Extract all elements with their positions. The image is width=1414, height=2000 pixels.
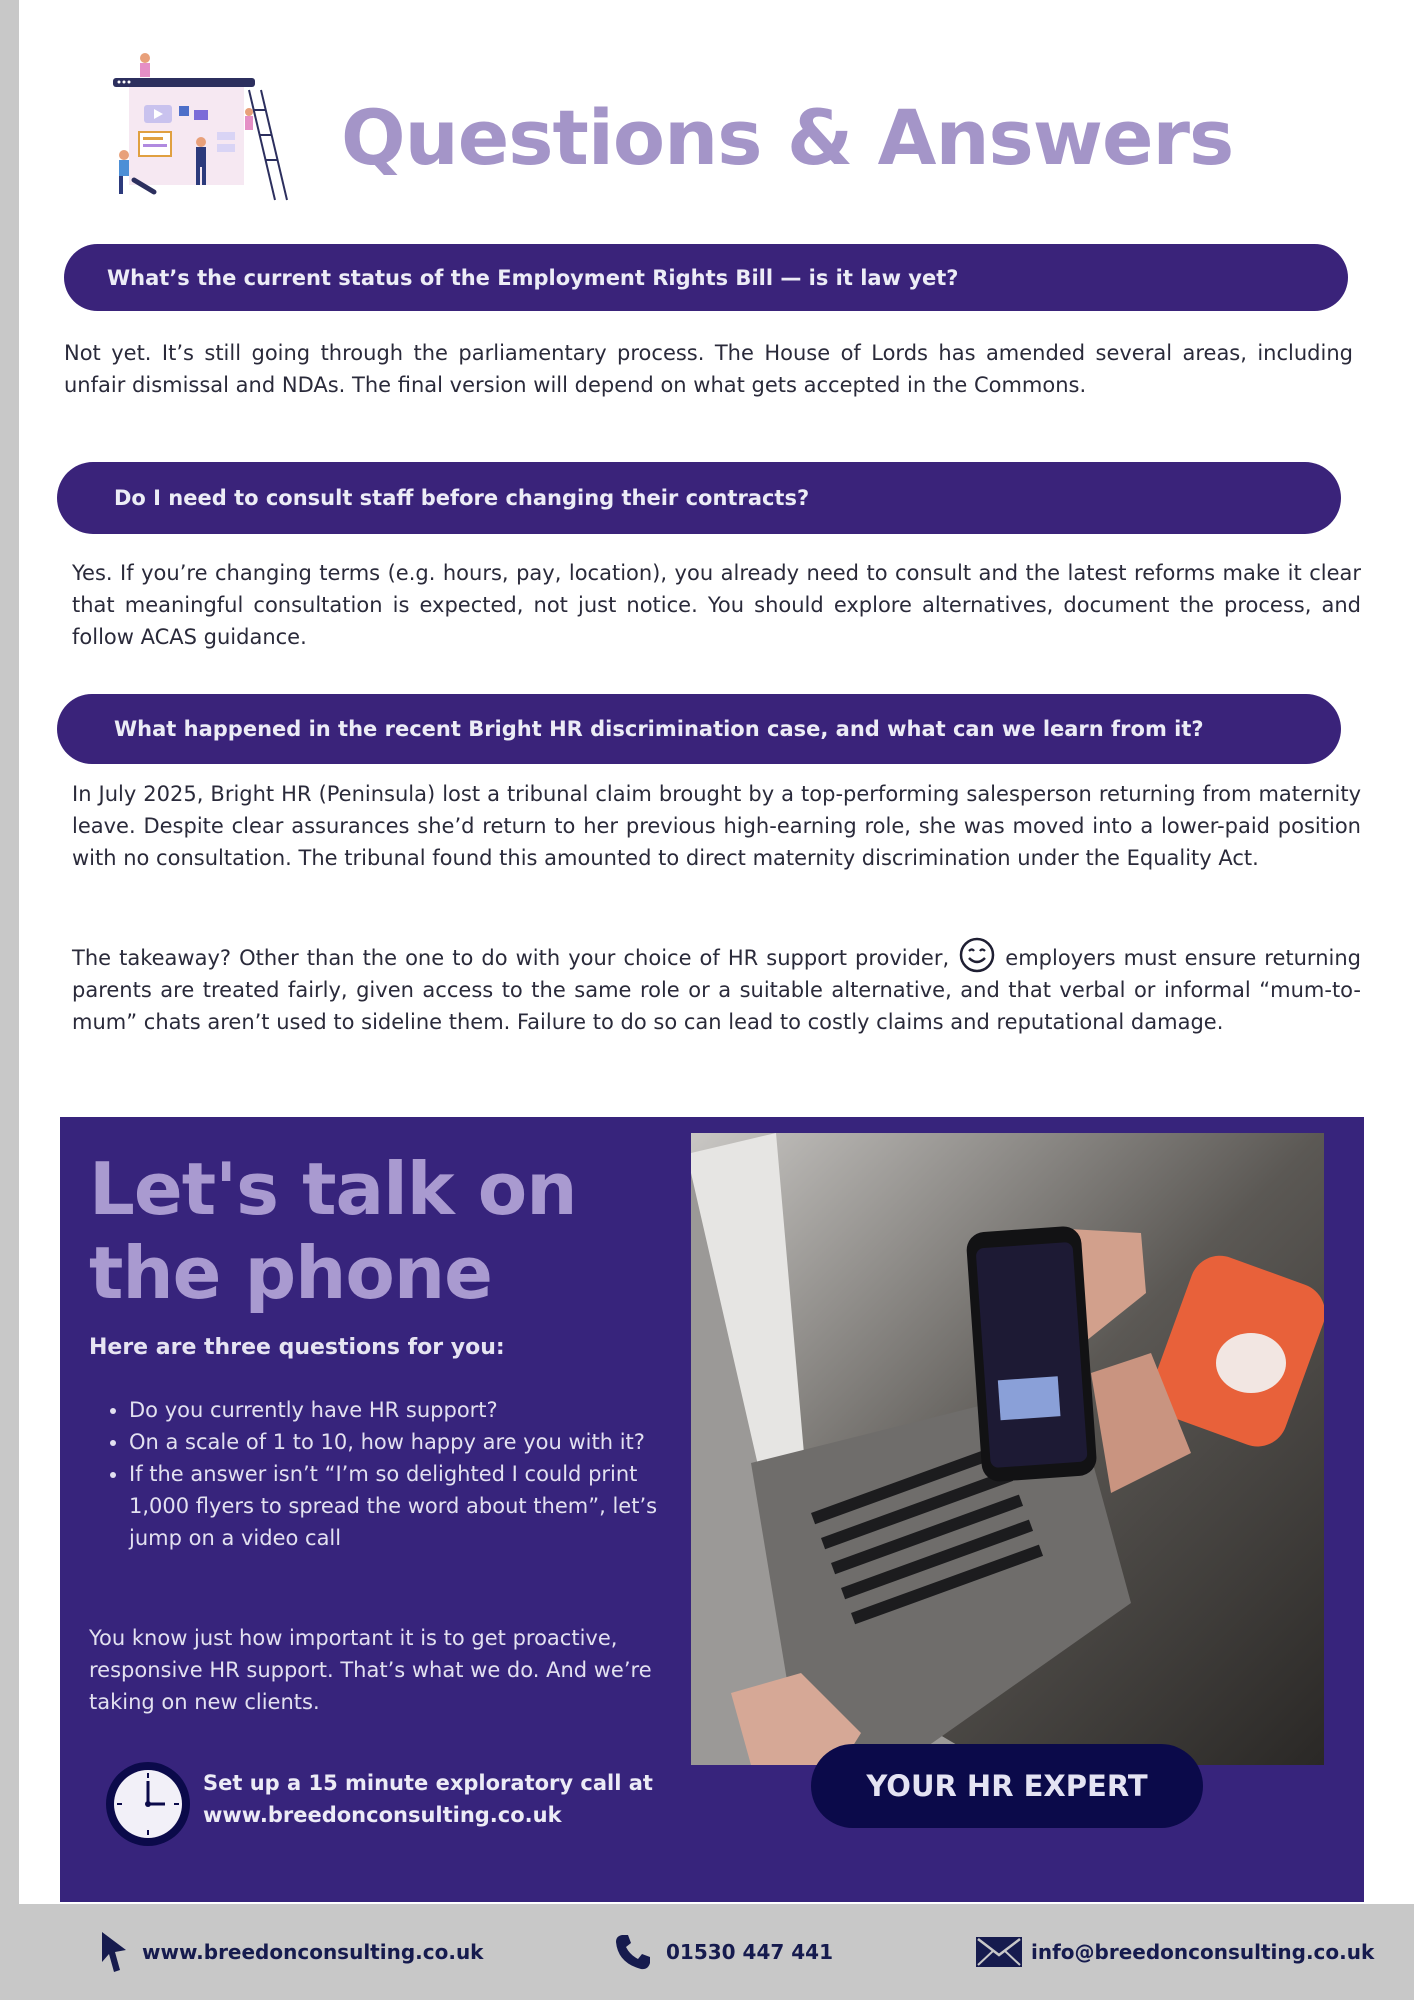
takeaway-paragraph [72, 937, 1361, 1038]
cta-paragraph: You know just how important it is to get proactive, responsive HR support. That’s what we do. And we’re taking on new clients. [89, 1626, 652, 1714]
question-1-text: What’s the current status of the Employment Rights Bill — is it law yet? [107, 265, 959, 290]
takeaway-text-start: The takeaway? Other than the one to do with your choice of HR support provider, [72, 946, 950, 970]
clock-icon [105, 1761, 191, 1847]
footer-website-text: www.breedonconsulting.co.uk [142, 1940, 484, 1964]
smiley-icon [959, 937, 995, 973]
answer-1: Not yet. It’s still going through the parliamentary process. The House of Lords has amended several areas, including unfair dismissal and NDAs. The final version will depend on what gets accepted in the Commons. [64, 341, 1353, 397]
question-3-text: What happened in the recent Bright HR discrimination case, and what can we learn from it? [114, 717, 1204, 741]
answer-3: In July 2025, Bright HR (Peninsula) lost a tribunal claim brought by a top-performing salesperson returning from maternity leave. Despite clear assurances she’d return to her previous high-earning role, she was moved into a lower-paid position with no consultation. The tribunal found this amounted to direct maternity discrimination under the Equality Act. [72, 782, 1361, 870]
list-item: • On a scale of 1 to 10, how happy are you with it? [129, 1426, 699, 1458]
cta-subtitle: Here are three questions for you: [89, 1335, 505, 1360]
hr-expert-badge: YOUR HR EXPERT [811, 1744, 1203, 1828]
footer-email-text: info@breedonconsulting.co.uk [1031, 1940, 1375, 1964]
question-1 [64, 244, 1348, 311]
list-item: • If the answer isn’t “I’m so delighted I could print 1,000 flyers to spread the word about them”, let’s jump on a video call [129, 1458, 699, 1554]
footer-website[interactable] [100, 1904, 483, 2000]
laptop-phone-photo [691, 1133, 1324, 1765]
envelope-icon [975, 1934, 1023, 1970]
cursor-icon [100, 1930, 128, 1974]
cta-title-line-1: Let's talk on [89, 1147, 577, 1231]
cta-call-text [203, 1767, 673, 1831]
call-to-action-panel [60, 1117, 1364, 1902]
list-item: • Do you currently have HR support? [129, 1394, 699, 1426]
question-2 [57, 462, 1341, 534]
footer [0, 1904, 1414, 2000]
question-2-text: Do I need to consult staff before changing their contracts? [114, 486, 810, 510]
cta-question-list [89, 1394, 699, 1554]
cta-title-line-2: the phone [89, 1231, 492, 1315]
answer-2: Yes. If you’re changing terms (e.g. hours, pay, location), you already need to consult and the latest reforms make it clear that meaningful consultation is expected, not just notice. You should explore alternatives, document the process, and follow ACAS guidance. [72, 561, 1361, 649]
phone-icon [614, 1933, 652, 1971]
cta-title [89, 1147, 649, 1315]
cta-website-link[interactable]: www.breedonconsulting.co.uk [203, 1803, 562, 1827]
takeaway-text-end: employers must ensure returning parents are treated fairly, given access to the same role or a suitable alternative, and that verbal or informal “mum-to-mum” chats aren’t used to sideline them. Failure to do so can lead to costly claims and reputational damage. [72, 946, 1361, 1034]
footer-email[interactable] [975, 1904, 1374, 2000]
team-collaboration-illustration [99, 50, 299, 210]
question-3 [57, 694, 1341, 764]
cta-call-line-1: Set up a 15 minute exploratory call at [203, 1771, 653, 1795]
page-title: Questions & Answers [341, 93, 1234, 182]
footer-phone[interactable] [614, 1904, 833, 2000]
footer-phone-text: 01530 447 441 [666, 1940, 834, 1964]
